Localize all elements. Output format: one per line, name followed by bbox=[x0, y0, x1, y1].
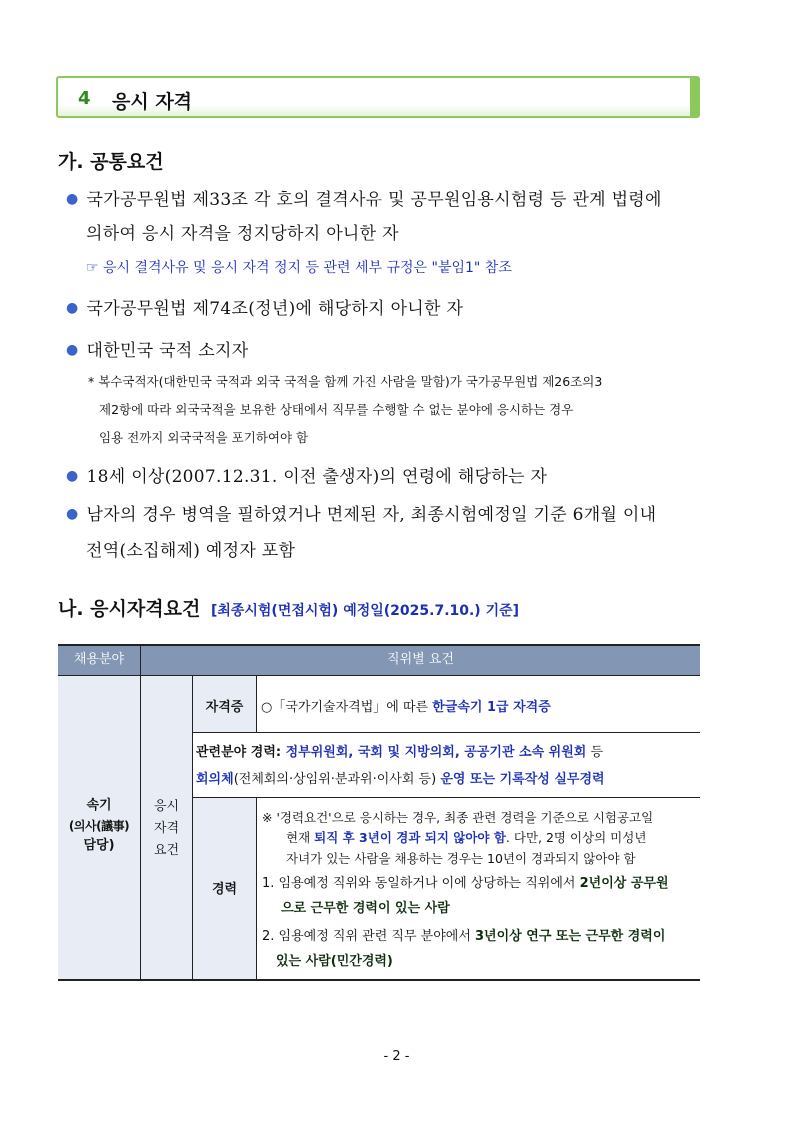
table-hline bbox=[193, 797, 700, 798]
career-label: 경력 bbox=[211, 882, 238, 897]
field-name-line: (의사(議事) bbox=[68, 819, 130, 833]
career-note-line1: ※ '경력요건'으로 응시하는 경우, 최종 관련 경력을 기준으로 시험공고일 bbox=[262, 810, 654, 825]
cert-value: 한글속기 1급 자격증 bbox=[432, 700, 551, 715]
career-item-emphasis: 2년이상 공무원 bbox=[579, 876, 669, 891]
bullet-dot-icon: ● bbox=[66, 506, 79, 522]
bullet-text: 국가공무원법 제33조 각 호의 결격사유 및 공무원임용시험령 등 관계 법령에 bbox=[86, 190, 662, 210]
career-item-emphasis: 3년이상 연구 또는 근무한 경력이 bbox=[475, 929, 666, 944]
bullet-dot-icon: ● bbox=[66, 300, 79, 316]
header-text-field: 채용분야 bbox=[73, 652, 125, 667]
bullet-age bbox=[66, 462, 547, 487]
bullet-continuation: 전역(소집해제) 예정자 포함 bbox=[86, 541, 296, 561]
bullet-continuation: 의하여 응시 자격을 정지당하지 아니한 자 bbox=[86, 224, 399, 244]
section-header-accent bbox=[690, 78, 698, 116]
career-note-text: 현재 bbox=[286, 830, 315, 845]
dual-citizen-note-line1: * 복수국적자(대한민국 국적과 외국 국적을 함께 가진 사람을 말함)가 국가공무원법 제26조의3 bbox=[88, 374, 603, 389]
bullet-military bbox=[66, 500, 656, 525]
career-item2-line2: 있는 사람(민간경력) bbox=[276, 954, 393, 969]
related-field-orgs: 정부위원회, 국회 및 지방의회, 공공기관 소속 위원회 bbox=[285, 745, 587, 760]
career-item1-line2: 으로 근무한 경력이 있는 사람 bbox=[281, 901, 450, 916]
table-bottom-border bbox=[58, 979, 700, 981]
field-name-line: 속기 bbox=[86, 798, 112, 813]
page-number: - 2 - bbox=[383, 1049, 410, 1064]
related-field-meetings: 회의체 bbox=[196, 772, 234, 787]
related-field-experience: 운영 또는 기록작성 실무경력 bbox=[440, 772, 605, 787]
common-heading: 가. 공통요건 bbox=[58, 151, 164, 173]
reference-note: ☞ 응시 결격사유 및 응시 자격 정지 등 관련 세부 규정은 "붙임1" 참조 bbox=[86, 260, 512, 276]
bullet-dot-icon: ● bbox=[66, 468, 79, 484]
section-title: 응시 자격 bbox=[112, 91, 193, 113]
bullet-text: 국가공무원법 제74조(정년)에 해당하지 아니한 자 bbox=[86, 299, 464, 319]
table-vline bbox=[256, 797, 257, 980]
bullet-text: 남자의 경우 병역을 필하였거나 면제된 자, 최종시험예정일 기준 6개월 이내 bbox=[86, 505, 657, 525]
requirement-type-line: 자격 bbox=[153, 821, 180, 836]
bullet-text: 18세 이상(2007.12.31. 이전 출생자)의 연령에 해당하는 자 bbox=[86, 467, 548, 487]
section-header bbox=[56, 76, 700, 118]
bullet-nationality bbox=[66, 336, 248, 361]
career-note-line2 bbox=[286, 828, 646, 846]
header-cell-field bbox=[58, 645, 140, 675]
bullet-dot-icon: ● bbox=[66, 191, 79, 207]
career-item1-line1 bbox=[262, 872, 669, 891]
table-top-border bbox=[58, 644, 700, 646]
qualification-heading-text: 나. 응시자격요건 bbox=[58, 598, 201, 620]
career-note-emphasis: 퇴직 후 3년이 경과 되지 않아야 함 bbox=[314, 830, 506, 845]
dual-citizen-note-line2: 제2항에 따라 외국국적을 보유한 상태에서 직무를 수행할 수 없는 분야에 응시하는 경우 bbox=[99, 402, 574, 417]
table-header-border bbox=[58, 675, 700, 676]
related-field-tail: 등 bbox=[586, 745, 604, 760]
related-field-line1 bbox=[196, 741, 603, 760]
related-field-label: 관련분야 경력: bbox=[196, 745, 286, 760]
bullet-disqualification bbox=[66, 185, 662, 210]
career-item2-line1 bbox=[262, 925, 665, 944]
bullet-text: 대한민국 국적 소지자 bbox=[86, 341, 249, 361]
cert-label: 자격증 bbox=[205, 700, 244, 715]
related-field-examples: (전체회의·상임위·분과위·이사회 등) bbox=[233, 772, 441, 787]
career-note-text: . 다만, 2명 이상의 미성년 bbox=[505, 830, 647, 845]
field-name bbox=[58, 796, 140, 856]
table-vline bbox=[256, 676, 257, 732]
qualification-heading-note: [최종시험(면접시험) 예정일(2025.7.10.) 기준] bbox=[210, 603, 520, 619]
table-hline bbox=[193, 732, 700, 733]
career-note-line3: 자녀가 있는 사람을 채용하는 경우는 10년이 경과되지 않아야 함 bbox=[286, 851, 636, 866]
requirement-type bbox=[141, 796, 192, 862]
header-text-requirements: 직위별 요건 bbox=[387, 652, 454, 667]
related-field-line2 bbox=[196, 768, 605, 787]
header-cell-requirements bbox=[141, 645, 700, 675]
table-vline bbox=[192, 676, 193, 980]
dual-citizen-note-line3: 임용 전까지 외국국적을 포기하여야 함 bbox=[99, 430, 309, 445]
requirement-type-line: 요건 bbox=[153, 843, 180, 858]
qualification-heading bbox=[58, 594, 519, 621]
career-item-text: 2. 임용예정 직위 관련 직무 분야에서 bbox=[262, 929, 476, 944]
bullet-dot-icon: ● bbox=[66, 342, 79, 358]
section-number: 4 bbox=[78, 88, 91, 109]
bullet-retirement-age bbox=[66, 294, 463, 319]
requirement-type-line: 응시 bbox=[153, 799, 180, 814]
career-item-text: 1. 임용예정 직위와 동일하거나 이에 상당하는 직위에서 bbox=[262, 876, 580, 891]
cert-prefix: ○「국가기술자격법」에 따른 bbox=[261, 700, 433, 715]
cert-requirement bbox=[261, 696, 551, 715]
field-name-line: 담당) bbox=[83, 838, 115, 853]
